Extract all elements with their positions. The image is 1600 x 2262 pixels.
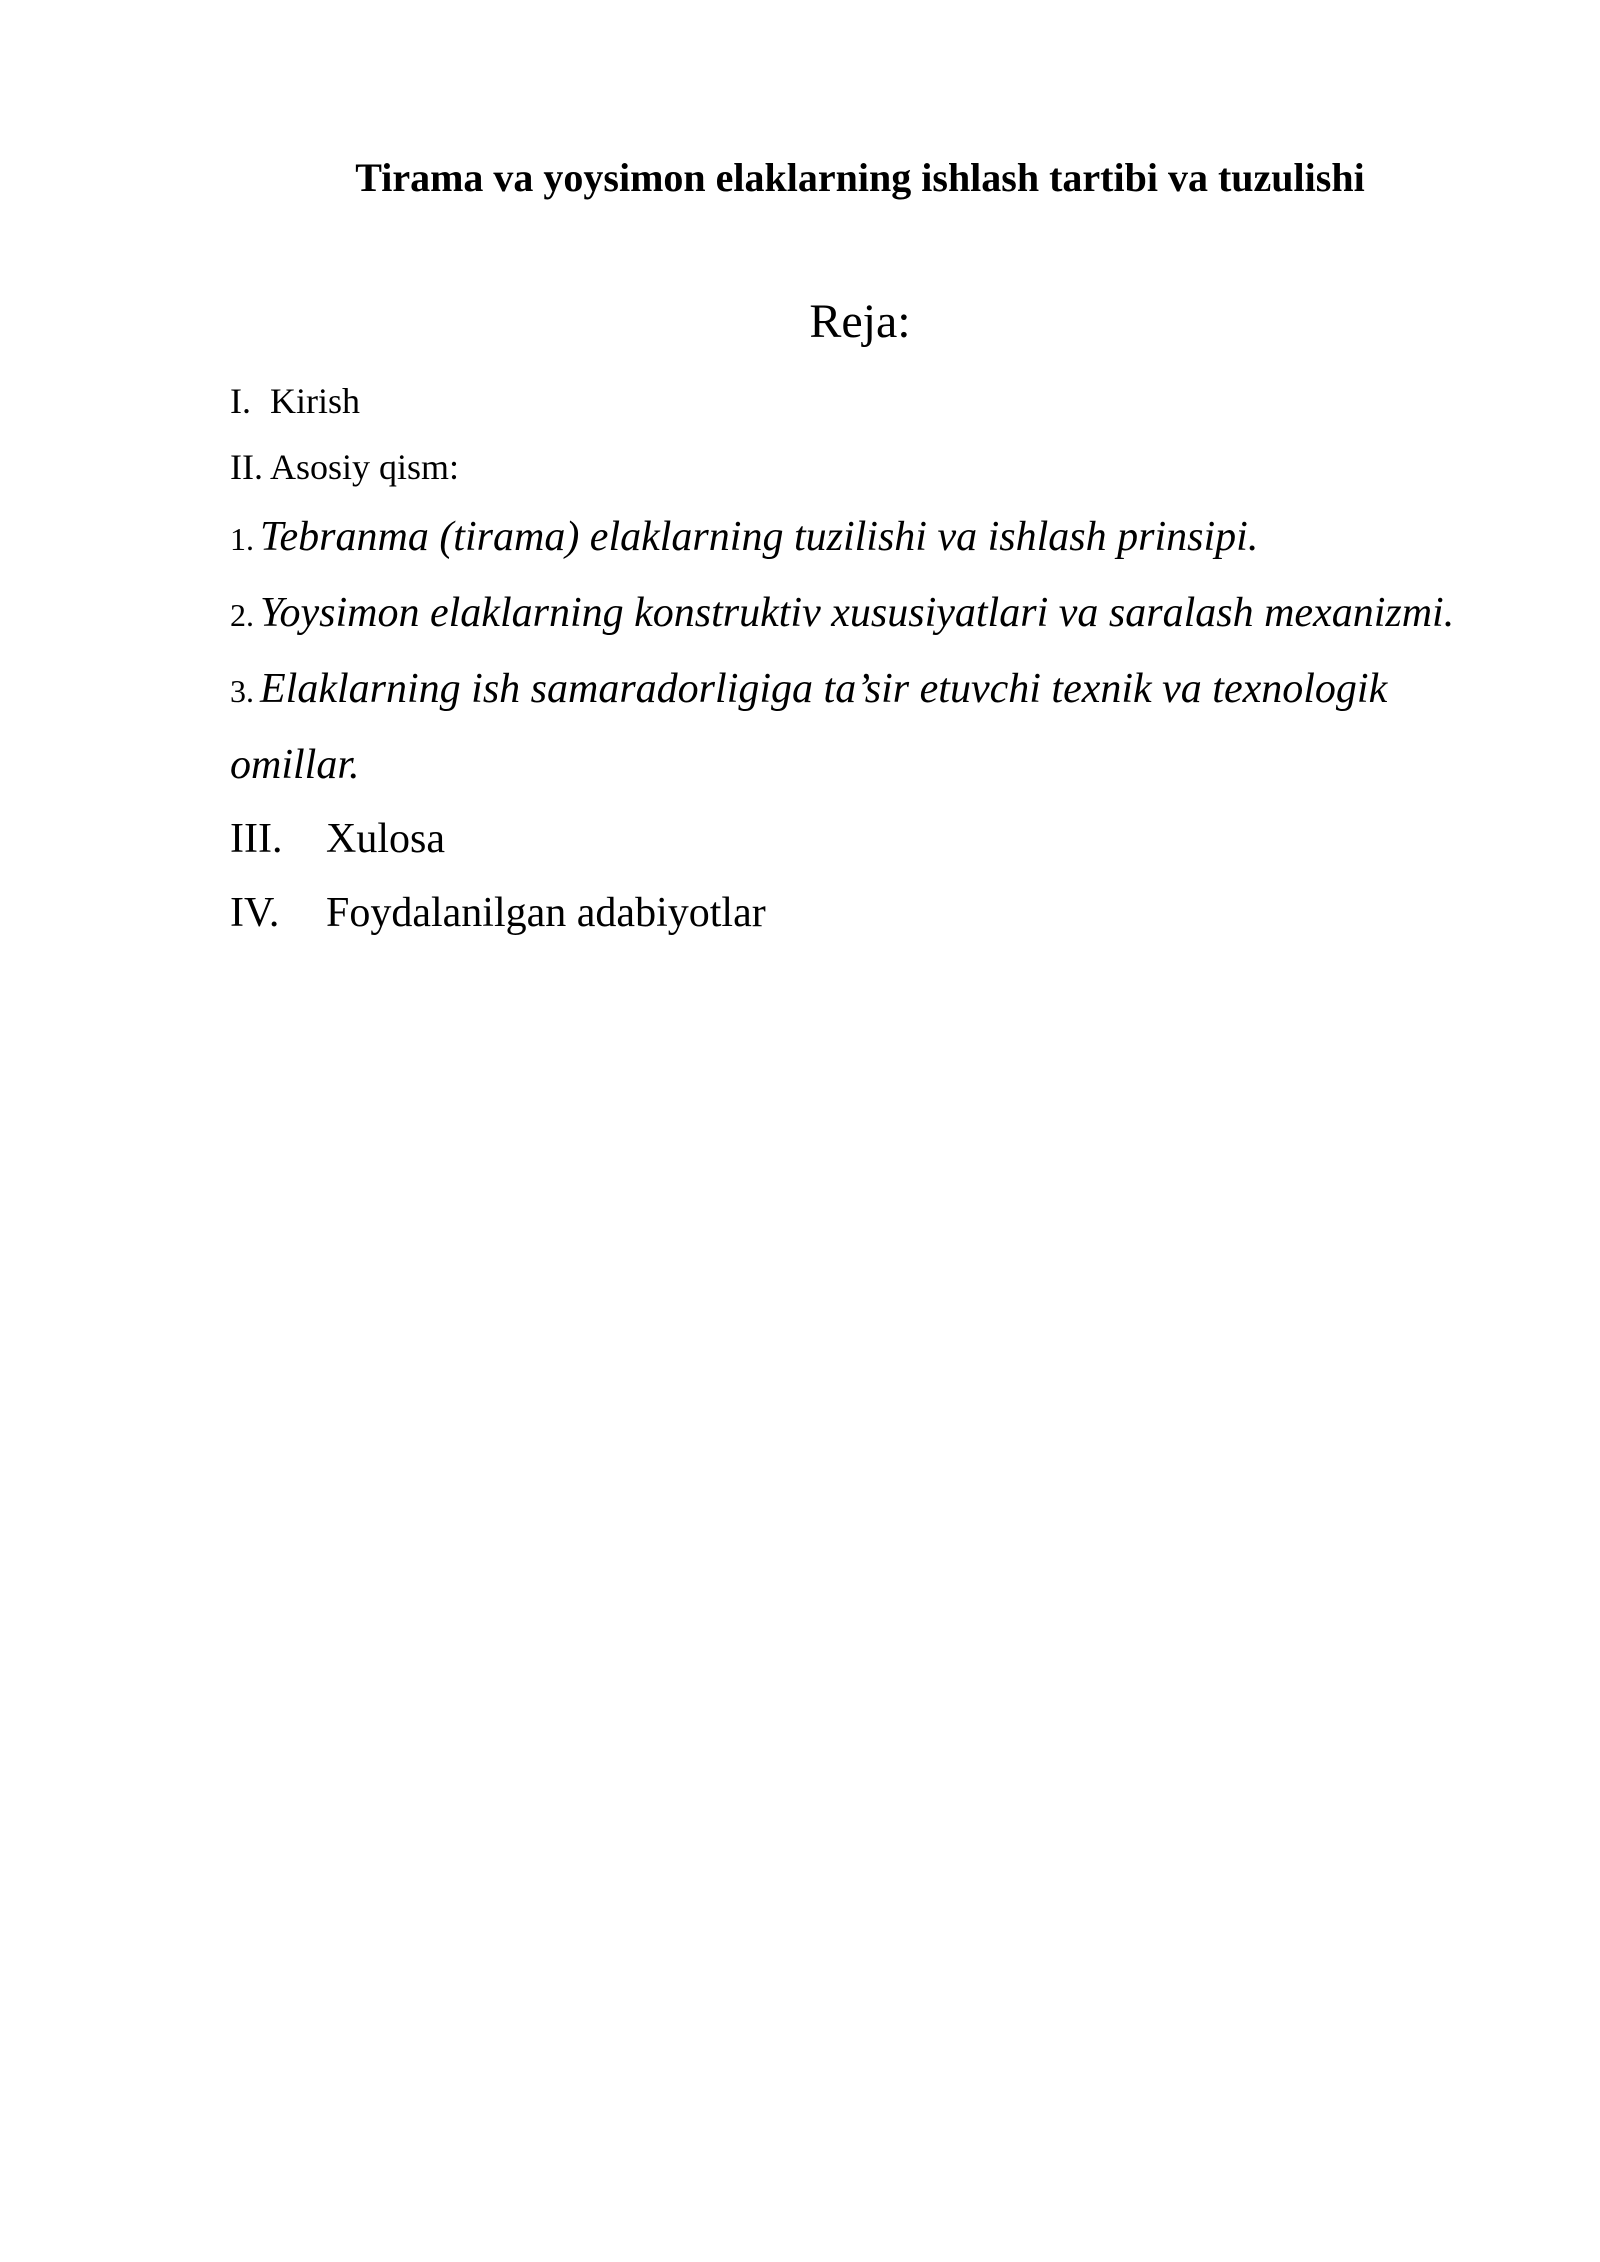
plan-section-item <box>230 368 1460 434</box>
subitem-number: 3. <box>230 673 254 709</box>
plan-subitem <box>230 652 1460 802</box>
plan-subitem <box>230 500 1460 576</box>
subitem-number: 1. <box>230 521 254 557</box>
plan-section-item <box>230 434 1460 500</box>
subitem-number: 2. <box>230 597 254 633</box>
section-label: Foydalanilgan adabiyotlar <box>326 890 766 936</box>
section-label: Xulosa <box>326 816 445 862</box>
section-number: III. <box>230 816 283 862</box>
section-label: Kirish <box>270 381 360 421</box>
section-number: I. <box>230 381 251 421</box>
plan-subitem <box>230 576 1460 652</box>
section-label: Asosiy qism: <box>270 447 460 487</box>
section-number: II. <box>230 447 263 487</box>
plan-list <box>230 368 1460 950</box>
plan-section-item <box>230 876 1460 950</box>
subitem-text: Yoysimon elaklarning konstruktiv xususiyatlari va saralash mexanizmi. <box>260 590 1455 636</box>
plan-section-item <box>230 802 1460 876</box>
subitem-text: Elaklarning ish samaradorligiga ta’sir etuvchi texnik va texnologik omillar. <box>230 666 1388 788</box>
plan-heading: Reja: <box>809 295 911 348</box>
subitem-text: Tebranma (tirama) elaklarning tuzilishi va ishlash prinsipi. <box>260 514 1259 560</box>
document-title: Tirama va yoysimon elaklarning ishlash tartibi va tuzulishi <box>355 155 1365 200</box>
section-number: IV. <box>230 890 280 936</box>
